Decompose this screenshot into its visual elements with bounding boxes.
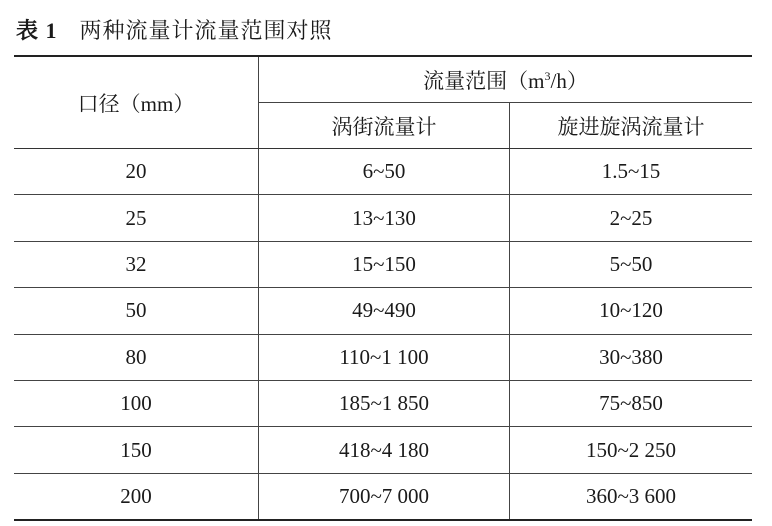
cell-vortex: 6~50 (259, 149, 510, 195)
cell-swirl: 75~850 (510, 380, 753, 426)
table-row (14, 334, 752, 380)
cell-diameter: 80 (14, 334, 259, 380)
table-row (14, 288, 752, 334)
cell-diameter: 150 (14, 427, 259, 473)
cell-diameter: 50 (14, 288, 259, 334)
cell-swirl: 10~120 (510, 288, 753, 334)
cell-vortex: 15~150 (259, 241, 510, 287)
table-row (14, 473, 752, 520)
cell-vortex: 418~4 180 (259, 427, 510, 473)
header-flow-range-suffix: /h） (550, 68, 588, 93)
header-flow-range (259, 56, 753, 103)
cell-swirl: 5~50 (510, 241, 753, 287)
cell-swirl: 30~380 (510, 334, 753, 380)
cell-swirl: 150~2 250 (510, 427, 753, 473)
flow-range-table (14, 55, 752, 521)
cell-diameter: 20 (14, 149, 259, 195)
cell-diameter: 25 (14, 195, 259, 241)
table-row (14, 195, 752, 241)
cell-diameter: 200 (14, 473, 259, 520)
cell-vortex: 13~130 (259, 195, 510, 241)
header-swirl: 旋进旋涡流量计 (510, 103, 753, 149)
table-row (14, 149, 752, 195)
header-diameter: 口径（mm） (14, 56, 259, 149)
cell-vortex: 700~7 000 (259, 473, 510, 520)
table-number: 表 1 (16, 18, 58, 43)
cell-swirl: 360~3 600 (510, 473, 753, 520)
table-row (14, 380, 752, 426)
table-row (14, 241, 752, 287)
table-caption (16, 14, 333, 45)
table-row (14, 427, 752, 473)
table-title: 两种流量计流量范围对照 (79, 18, 333, 43)
header-vortex: 涡街流量计 (259, 103, 510, 149)
cell-diameter: 32 (14, 241, 259, 287)
cell-swirl: 2~25 (510, 195, 753, 241)
header-flow-range-prefix: 流量范围（m (423, 68, 545, 93)
cell-swirl: 1.5~15 (510, 149, 753, 195)
cell-vortex: 49~490 (259, 288, 510, 334)
cell-vortex: 185~1 850 (259, 380, 510, 426)
cell-diameter: 100 (14, 380, 259, 426)
cell-vortex: 110~1 100 (259, 334, 510, 380)
header-flow-range-sup: 3 (544, 68, 551, 83)
